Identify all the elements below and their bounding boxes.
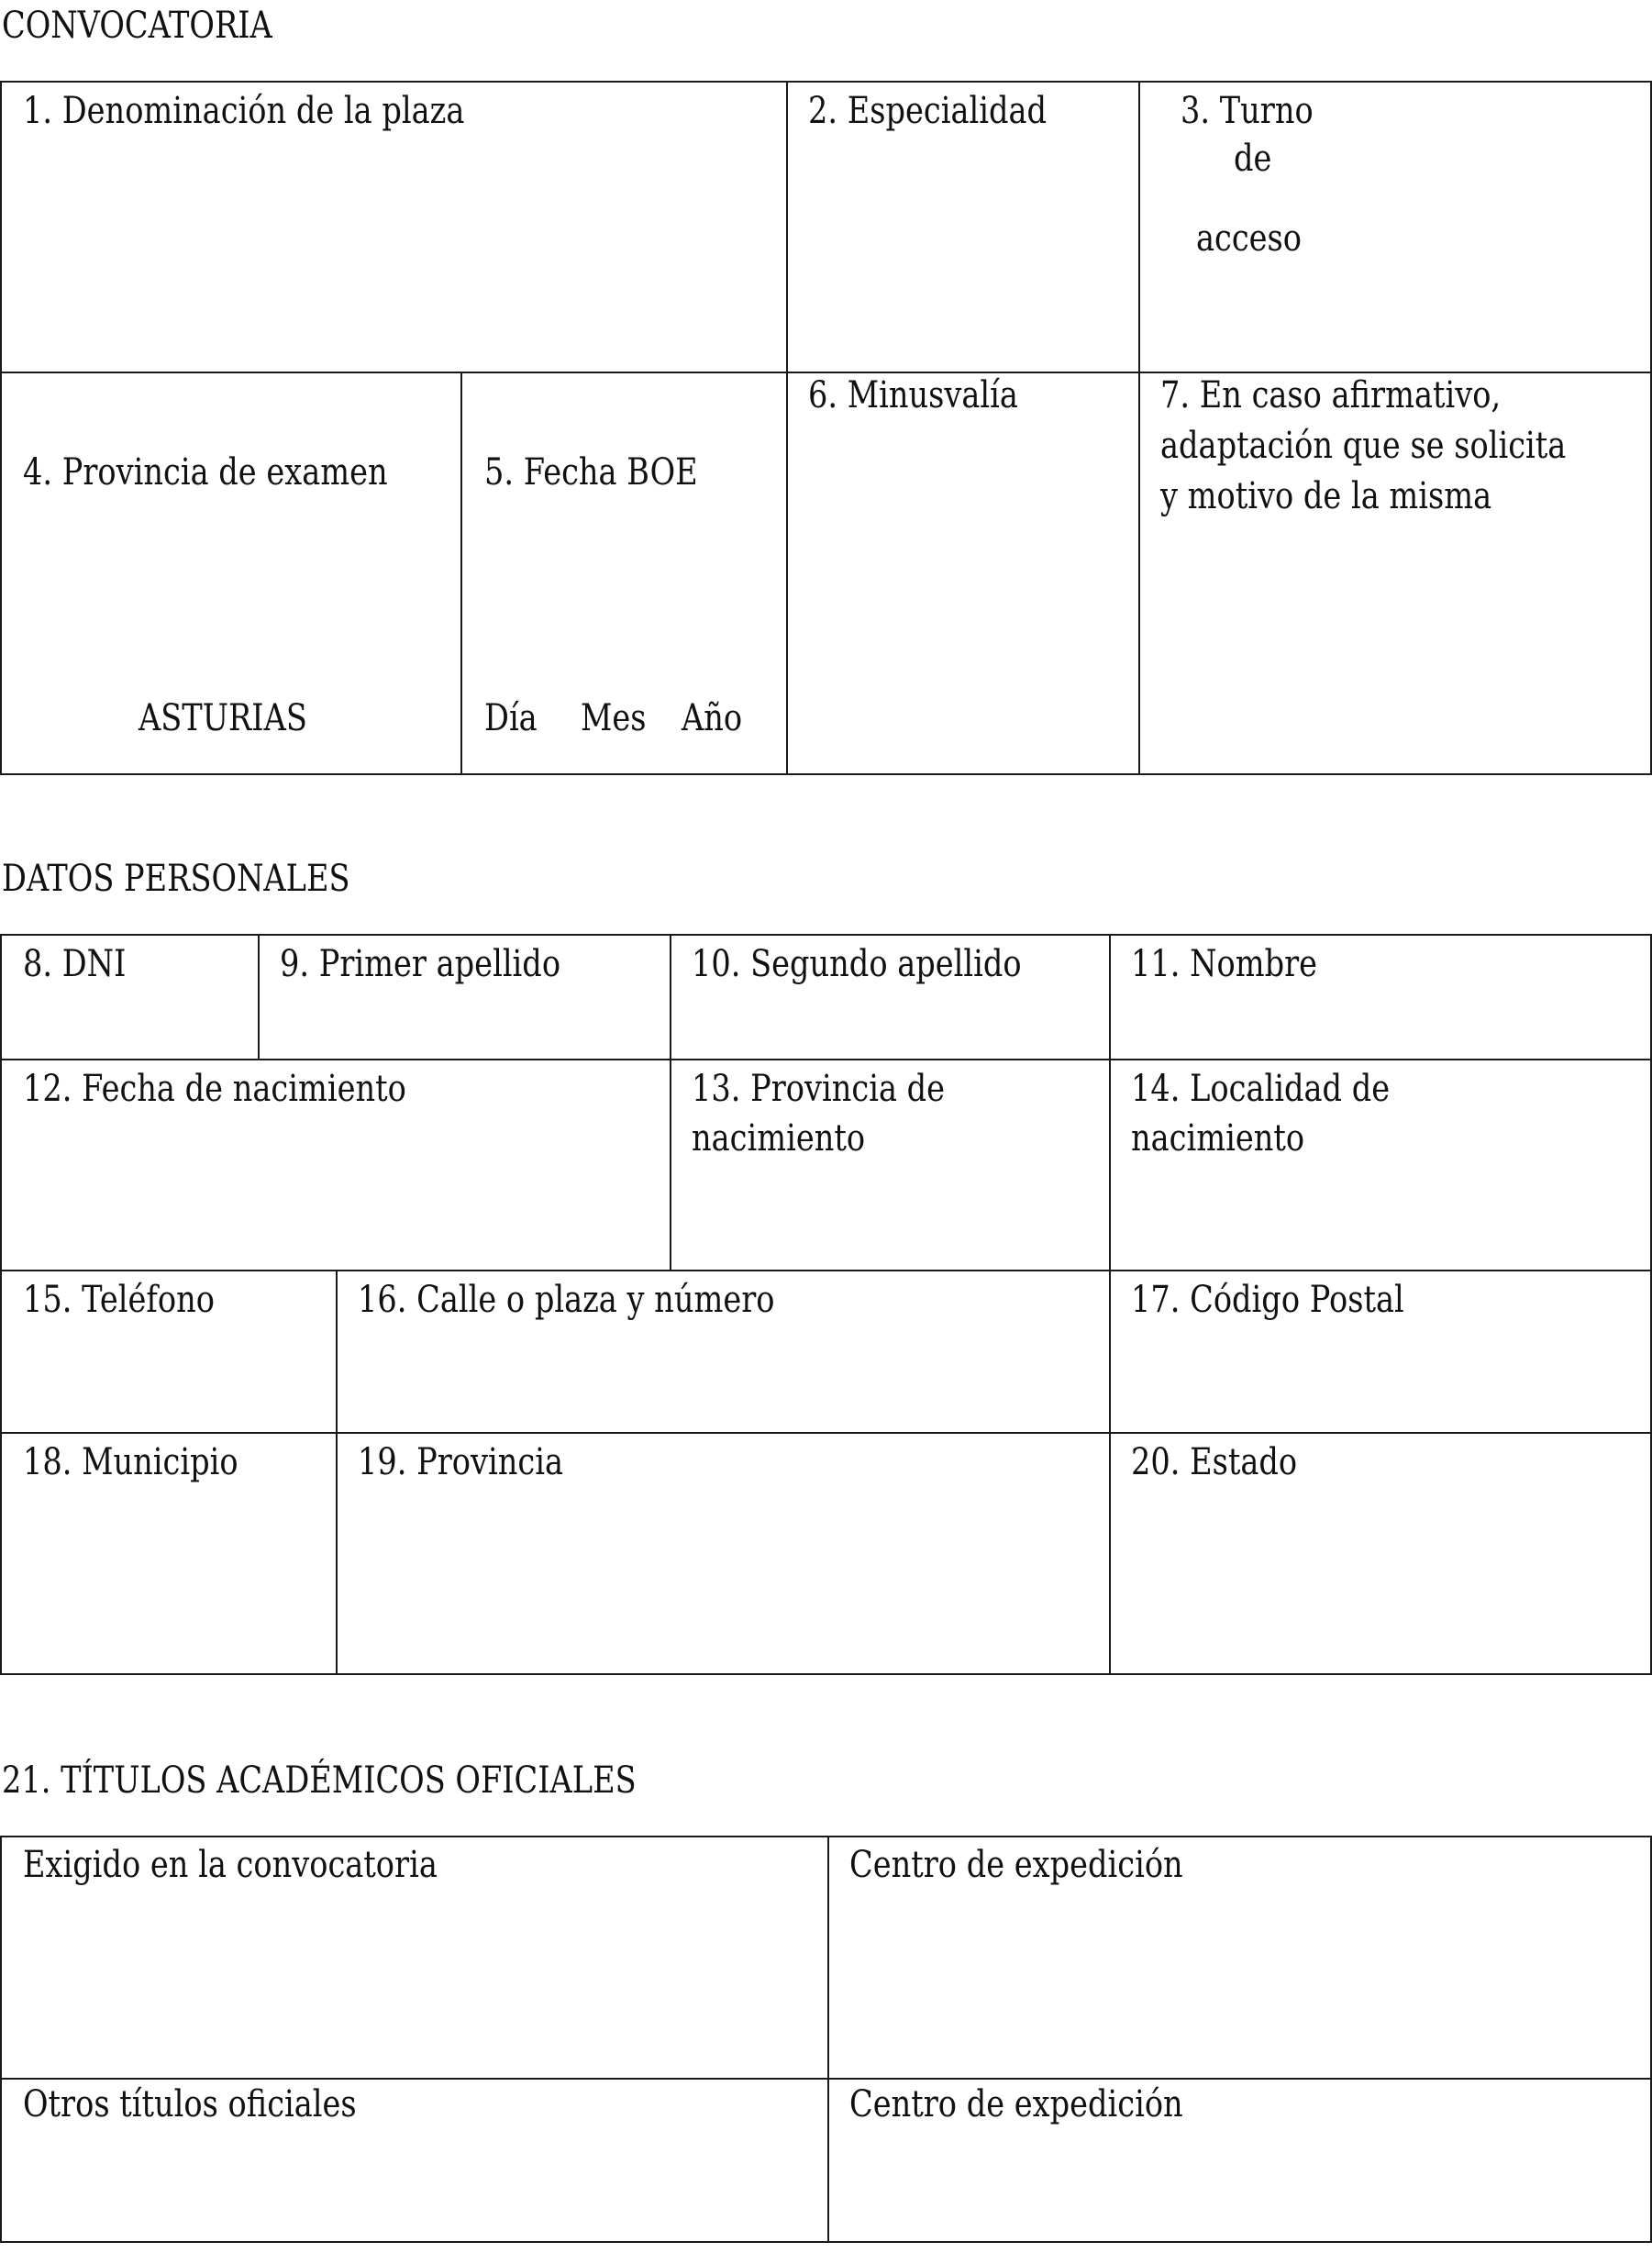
centro-expedicion-1-field[interactable] [829,1837,1650,2080]
fecha-dia-label: Día [484,697,538,739]
minusvalia-label: 6. Minusvalía [808,374,1018,416]
fecha-anio-label: Año [682,697,743,739]
provincia-nacimiento-label-line1: 13. Provincia de [692,1068,946,1110]
titulos-table [0,1836,1652,2243]
turno-label-line1: 3. Turno [1181,90,1314,132]
segundo-apellido-label: 10. Segundo apellido [692,943,1022,985]
telefono-label: 15. Teléfono [23,1279,215,1321]
estado-field[interactable] [1111,1434,1650,1673]
section-title-convocatoria: CONVOCATORIA [2,5,272,47]
convocatoria-table [0,81,1652,775]
otros-titulos-field[interactable] [2,2080,829,2241]
centro-expedicion-2-label: Centro de expedición [849,2083,1183,2125]
primer-apellido-field[interactable] [260,936,671,1060]
centro-expedicion-2-field[interactable] [829,2080,1650,2241]
provincia-examen-label: 4. Provincia de examen [23,451,388,494]
otros-titulos-label: Otros títulos oficiales [23,2083,357,2125]
turno-label-line2: de [1234,138,1272,180]
municipio-label: 18. Municipio [23,1441,238,1483]
datos-personales-table [0,934,1652,1675]
fecha-mes-label: Mes [581,697,647,739]
especialidad-field[interactable] [788,83,1140,373]
dni-label: 8. DNI [23,943,127,985]
turno-label-line3: acceso [1196,217,1303,260]
fecha-nacimiento-label: 12. Fecha de nacimiento [23,1068,406,1110]
especialidad-label: 2. Especialidad [808,90,1048,132]
nombre-field[interactable] [1111,936,1650,1060]
provincia-nacimiento-field[interactable] [671,1060,1111,1271]
section-title-datos-personales: DATOS PERSONALES [2,858,350,900]
provincia-examen-value: ASTURIAS [139,697,307,739]
calle-field[interactable] [338,1271,1111,1434]
provincia-field[interactable] [338,1434,1111,1673]
codigo-postal-label: 17. Código Postal [1131,1279,1404,1321]
primer-apellido-label: 9. Primer apellido [280,943,561,985]
fecha-boe-label: 5. Fecha BOE [484,451,698,494]
fecha-boe-field[interactable] [462,373,788,773]
titulo-exigido-label: Exigido en la convocatoria [23,1844,438,1886]
nombre-label: 11. Nombre [1131,943,1318,985]
denominacion-plaza-field[interactable] [2,83,788,373]
adaptacion-label-line1: 7. En caso afirmativo, [1160,374,1502,416]
adaptacion-field[interactable] [1140,373,1650,773]
denominacion-plaza-label: 1. Denominación de la plaza [23,90,465,132]
calle-label: 16. Calle o plaza y número [358,1279,775,1321]
provincia-label: 19. Provincia [358,1441,563,1483]
codigo-postal-field[interactable] [1111,1271,1650,1434]
adaptacion-label-line3: y motivo de la misma [1160,475,1492,517]
localidad-nacimiento-label-line2: nacimiento [1131,1117,1305,1160]
titulo-exigido-field[interactable] [2,1837,829,2080]
telefono-field[interactable] [2,1271,338,1434]
centro-expedicion-1-label: Centro de expedición [849,1844,1183,1886]
provincia-nacimiento-label-line2: nacimiento [692,1117,866,1160]
municipio-field[interactable] [2,1434,338,1673]
localidad-nacimiento-field[interactable] [1111,1060,1650,1271]
turno-acceso-field[interactable] [1140,83,1650,373]
provincia-examen-field[interactable] [2,373,462,773]
localidad-nacimiento-label-line1: 14. Localidad de [1131,1068,1391,1110]
adaptacion-label-line2: adaptación que se solicita [1160,425,1567,467]
segundo-apellido-field[interactable] [671,936,1111,1060]
estado-label: 20. Estado [1131,1441,1298,1483]
minusvalia-field[interactable] [788,373,1140,773]
dni-field[interactable] [2,936,260,1060]
section-title-titulos: 21. TÍTULOS ACADÉMICOS OFICIALES [2,1759,637,1802]
fecha-nacimiento-field[interactable] [2,1060,671,1271]
